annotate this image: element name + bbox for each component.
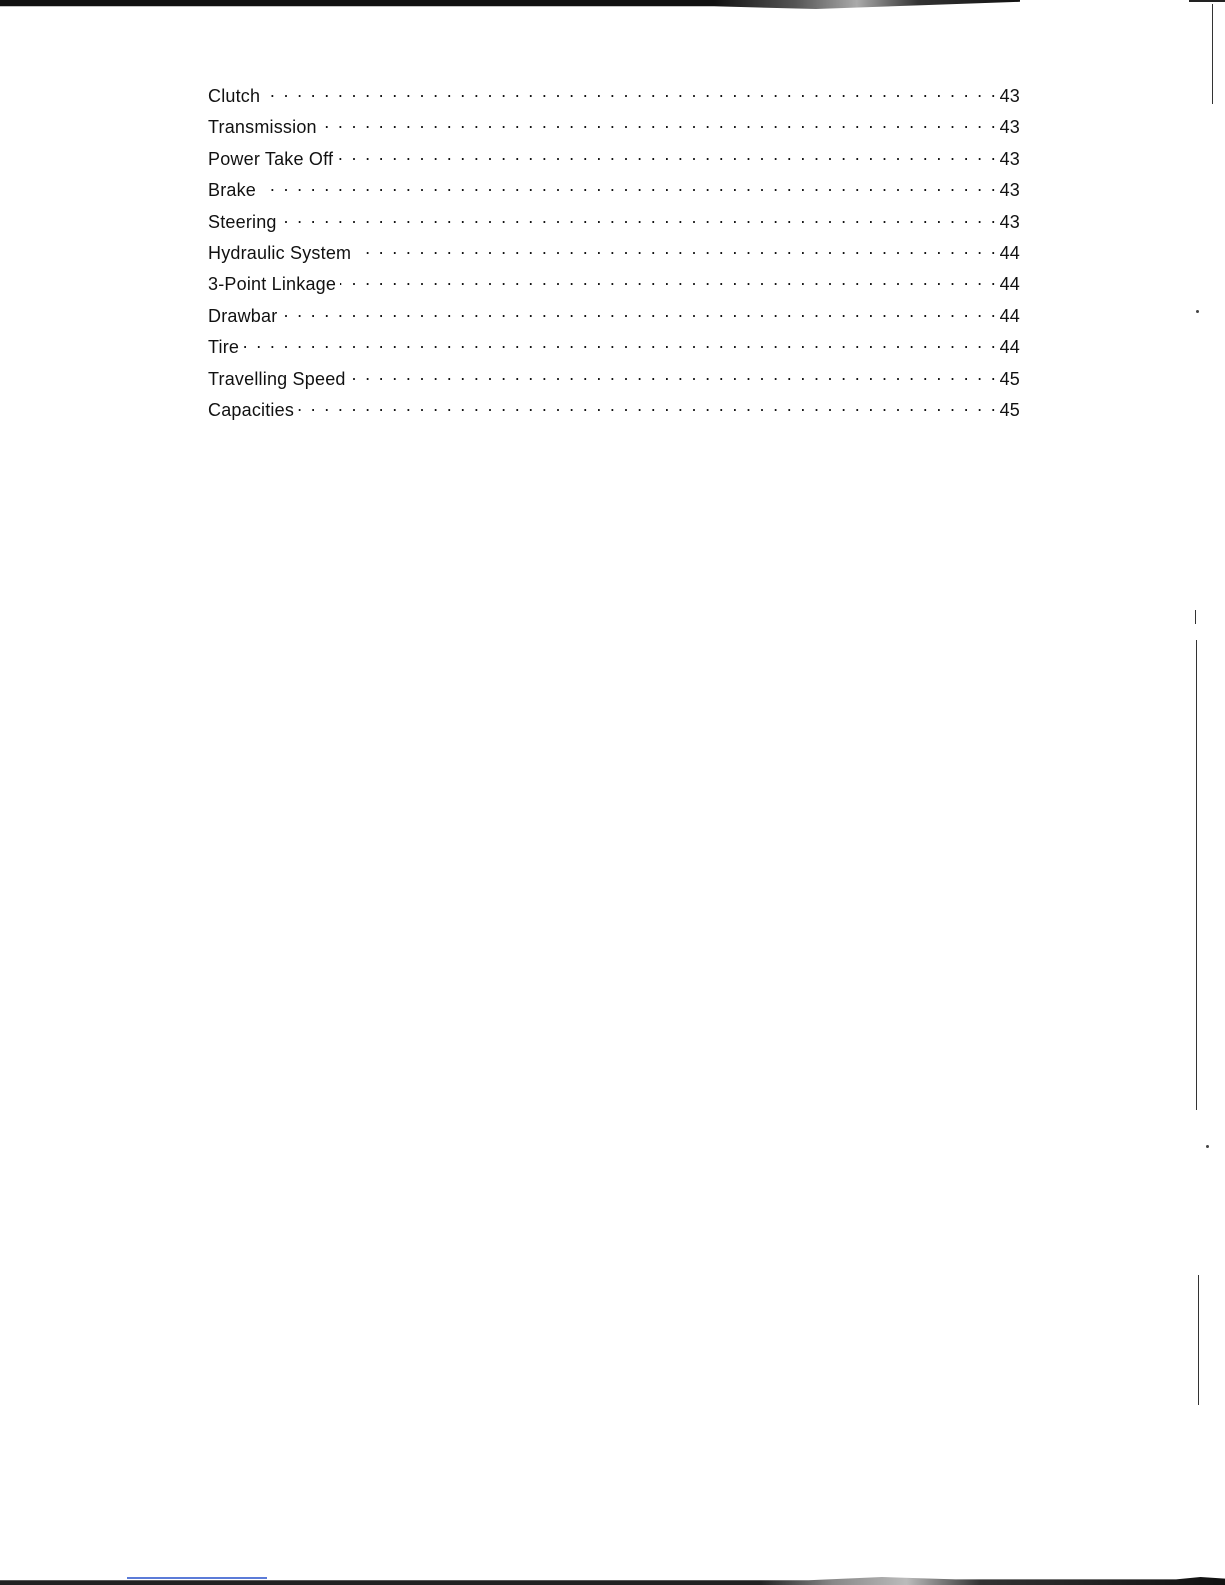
- toc-entry-capacities[interactable]: [208, 394, 1020, 425]
- toc-entry-page: 43: [999, 86, 1020, 106]
- scan-edge-line: [1195, 610, 1196, 624]
- scan-speck: [1206, 1145, 1209, 1148]
- toc-entry-label: Travelling Speed: [208, 368, 346, 389]
- scan-edge-line: [1212, 4, 1213, 104]
- toc-entry-clutch[interactable]: [208, 80, 1020, 111]
- toc-entry-label: Capacities: [208, 399, 295, 420]
- toc-leader-dots: [243, 331, 997, 353]
- toc-entry-page: 43: [999, 117, 1020, 138]
- toc-leader-dots: [337, 143, 997, 165]
- toc-leader-dots: [260, 174, 998, 196]
- toc-entry-tire[interactable]: [208, 331, 1020, 362]
- toc-leader-dots: [281, 300, 997, 322]
- toc-leader-dots: [350, 363, 998, 385]
- toc-entry-label: 3-Point Linkage: [208, 274, 337, 295]
- toc-entry-power-take-off[interactable]: [208, 143, 1020, 174]
- scan-edge-line: [1198, 1275, 1199, 1405]
- toc-entry-label: Brake: [208, 180, 257, 201]
- toc-entry-drawbar[interactable]: [208, 300, 1020, 331]
- scan-top-edge: [0, 0, 1020, 9]
- scan-corner-mark: [1189, 0, 1225, 10]
- toc-entry-page: 44: [999, 274, 1020, 295]
- toc-leader-dots: [281, 206, 998, 228]
- toc-entry-page: 44: [999, 337, 1020, 358]
- toc-entry-hydraulic-system[interactable]: [208, 237, 1020, 268]
- scan-bottom-mark: [127, 1577, 267, 1579]
- table-of-contents: [208, 80, 1020, 425]
- toc-leader-dots: [355, 237, 997, 259]
- toc-entry-travelling-speed[interactable]: [208, 363, 1020, 394]
- toc-leader-dots: [321, 111, 998, 133]
- toc-entry-page: 45: [999, 399, 1020, 420]
- toc-entry-page: 44: [999, 305, 1020, 326]
- toc-entry-label: Transmission: [208, 117, 317, 138]
- toc-entry-page: 43: [999, 180, 1020, 201]
- toc-entry-label: Power Take Off: [208, 148, 334, 169]
- toc-leader-dots: [264, 80, 997, 102]
- toc-leader-dots: [340, 268, 997, 290]
- scan-speck: [1196, 310, 1199, 313]
- toc-entry-transmission[interactable]: [208, 111, 1020, 142]
- toc-entry-page: 45: [999, 368, 1020, 389]
- toc-entry-label: Steering: [208, 211, 277, 232]
- toc-entry-page: 43: [999, 148, 1020, 169]
- toc-entry-label: Drawbar: [208, 305, 278, 326]
- toc-entry-label: Clutch: [208, 86, 261, 106]
- toc-entry-3-point-linkage[interactable]: [208, 268, 1020, 299]
- toc-entry-page: 44: [999, 242, 1020, 263]
- toc-leader-dots: [298, 394, 998, 416]
- toc-entry-page: 43: [999, 211, 1020, 232]
- toc-entry-steering[interactable]: [208, 206, 1020, 237]
- toc-entry-label: Hydraulic System: [208, 242, 352, 263]
- toc-entry-label: Tire: [208, 337, 240, 358]
- scan-edge-line: [1196, 640, 1197, 1110]
- toc-entry-brake[interactable]: [208, 174, 1020, 205]
